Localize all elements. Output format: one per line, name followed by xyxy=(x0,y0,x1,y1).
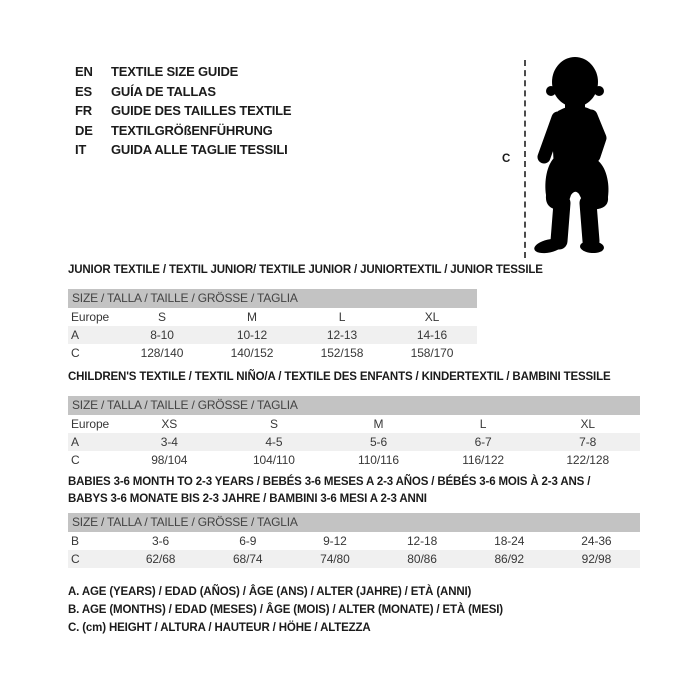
babies-size-table xyxy=(68,513,640,568)
value-cell: 24-36 xyxy=(581,534,612,548)
value-cell: 6-7 xyxy=(474,435,492,449)
size-cell: L xyxy=(338,310,346,324)
row-label: C xyxy=(71,552,80,566)
size-cell: S xyxy=(269,417,278,431)
lang-code: DE xyxy=(75,122,93,138)
table-row-height xyxy=(68,344,477,362)
value-cell: 92/98 xyxy=(581,552,612,566)
row-label: B xyxy=(71,534,79,548)
row-label: A xyxy=(71,328,79,342)
lang-row-it xyxy=(75,140,291,160)
lang-row-de xyxy=(75,121,291,141)
table-row-age xyxy=(68,326,477,344)
value-cell: 140/152 xyxy=(230,346,274,360)
size-cell: L xyxy=(479,417,487,431)
lang-row-en xyxy=(75,62,291,82)
value-cell: 12-18 xyxy=(406,534,438,548)
lang-label: TEXTILE SIZE GUIDE xyxy=(111,64,239,79)
value-cell: 68/74 xyxy=(232,552,263,566)
lang-label: GUÍA DE TALLAS xyxy=(111,83,216,99)
lang-row-fr xyxy=(75,101,291,121)
babies-table-title xyxy=(68,474,590,508)
value-cell: 62/68 xyxy=(145,552,176,566)
value-cell: 6-9 xyxy=(239,534,257,548)
value-cell: 74/80 xyxy=(320,552,350,566)
value-cell: 10-12 xyxy=(236,328,268,342)
junior-table-title: JUNIOR TEXTILE / TEXTIL JUNIOR/ TEXTILE JUNIOR / JUNIORTEXTIL / JUNIOR TESSILE xyxy=(68,264,543,276)
lang-code: ES xyxy=(75,83,92,99)
lang-label: GUIDA ALLE TAGLIE TESSILI xyxy=(111,142,288,157)
junior-size-table xyxy=(68,289,477,362)
row-label: C xyxy=(71,346,80,360)
size-cell: S xyxy=(158,310,166,324)
value-cell: 18-24 xyxy=(494,534,525,548)
table-row-europe xyxy=(68,415,640,433)
value-cell: 122/128 xyxy=(566,453,610,467)
value-cell: 110/116 xyxy=(358,453,399,467)
size-header-bar: SIZE / TALLA / TAILLE / GRÖSSE / TAGLIA xyxy=(68,289,477,308)
value-cell: 8-10 xyxy=(150,328,174,342)
children-size-table xyxy=(68,396,640,469)
row-label: C xyxy=(71,453,80,467)
row-label: A xyxy=(71,435,79,449)
value-cell: 152/158 xyxy=(320,346,364,360)
lang-code: FR xyxy=(75,103,92,118)
value-cell: 116/122 xyxy=(462,453,504,467)
value-cell: 98/104 xyxy=(151,453,188,467)
size-cell: M xyxy=(373,417,384,431)
lang-code: EN xyxy=(75,64,93,79)
lang-label: GUIDE DES TAILLES TEXTILE xyxy=(111,103,292,118)
babies-title-line1: BABIES 3-6 MONTH TO 2-3 YEARS / BEBÉS 3-6 MESES A 2-3 AÑOS / BÉBÉS 3-6 MOIS À 2-3 ANS / xyxy=(68,476,591,488)
legend-line-b: B. AGE (MONTHS) / EDAD (MESES) / ÂGE (MOIS) / ALTER (MONATE) / ETÀ (MESI) xyxy=(68,604,503,616)
table-row-height xyxy=(68,550,640,568)
measure-legend xyxy=(68,583,503,637)
value-cell: 3-4 xyxy=(160,435,178,449)
babies-title-line2: BABYS 3-6 MONATE BIS 2-3 JAHRE / BAMBINI 3-6 MESI A 2-3 ANNI xyxy=(68,493,427,505)
value-cell: 12-13 xyxy=(326,328,358,342)
table-row-age xyxy=(68,433,640,451)
value-cell: 3-6 xyxy=(152,534,170,548)
size-cell: M xyxy=(247,310,257,324)
language-title-block xyxy=(75,62,291,160)
value-cell: 7-8 xyxy=(579,435,597,449)
legend-line-c: C. (cm) HEIGHT / ALTURA / HAUTEUR / HÖHE / ALTEZZA xyxy=(68,622,371,634)
value-cell: 14-16 xyxy=(416,328,448,342)
lang-row-es xyxy=(75,82,291,102)
size-cell: XL xyxy=(424,310,440,324)
table-row-europe xyxy=(68,308,477,326)
value-cell: 9-12 xyxy=(323,534,347,548)
lang-label: TEXTILGRÖßENFÜHRUNG xyxy=(111,122,273,138)
value-cell: 5-6 xyxy=(369,435,388,449)
size-cell: XS xyxy=(161,417,178,431)
value-cell: 158/170 xyxy=(410,346,454,360)
value-cell: 86/92 xyxy=(494,552,524,566)
value-cell: 128/140 xyxy=(140,346,184,360)
legend-line-a: A. AGE (YEARS) / EDAD (AÑOS) / ÂGE (ANS) / ALTER (JAHRE) / ETÀ (ANNI) xyxy=(68,586,472,598)
value-cell: 80/86 xyxy=(407,552,437,566)
value-cell: 104/110 xyxy=(252,453,295,467)
size-header-bar: SIZE / TALLA / TAILLE / GRÖSSE / TAGLIA xyxy=(68,396,640,415)
children-table-title: CHILDREN'S TEXTILE / TEXTIL NIÑO/A / TEXTILE DES ENFANTS / KINDERTEXTIL / BAMBINI TESSILE xyxy=(68,371,611,383)
lang-code: IT xyxy=(75,142,87,157)
height-measure-label: C xyxy=(502,153,511,165)
value-cell: 4-5 xyxy=(265,435,283,449)
row-label: Europe xyxy=(71,417,110,431)
table-row-age-months xyxy=(68,532,640,550)
size-header-bar: SIZE / TALLA / TAILLE / GRÖSSE / TAGLIA xyxy=(68,513,640,532)
toddler-silhouette-icon xyxy=(528,55,628,260)
size-cell: XL xyxy=(580,417,595,431)
table-row-height xyxy=(68,451,640,469)
row-label: Europe xyxy=(71,310,110,324)
height-measure-dashed-line xyxy=(524,60,526,258)
